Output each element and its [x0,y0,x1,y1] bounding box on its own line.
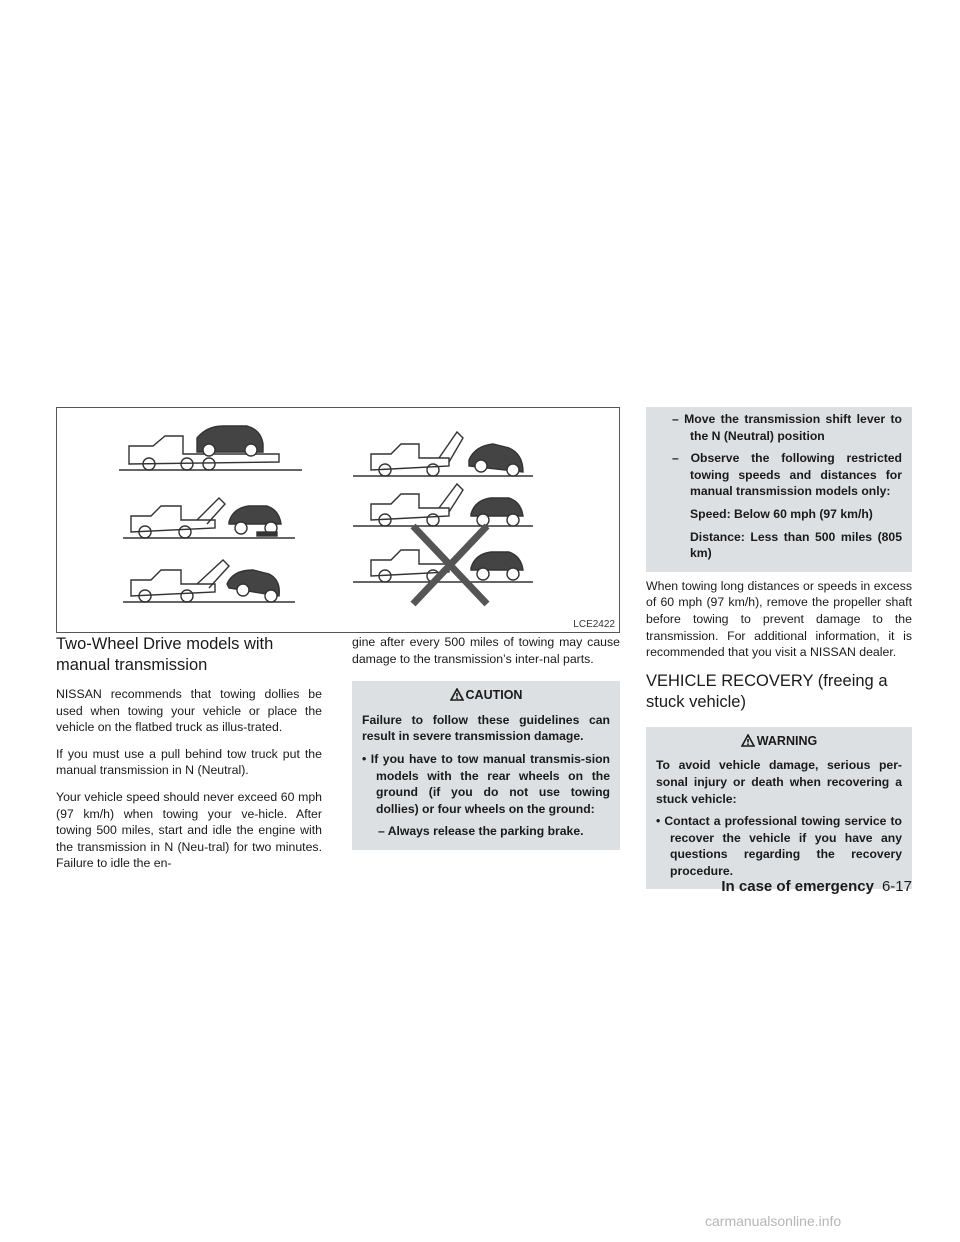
section-heading-vehicle-recovery: VEHICLE RECOVERY (freeing a stuck vehicle) [646,671,888,711]
tow-truck-rear-lift-drawing [353,432,533,476]
middle-column [352,634,620,850]
caution-title: CAUTION [465,688,523,703]
caution-bullet: • If you have to tow manual transmis-sion models with the rear wheels on the ground (if you do not use towing dollies) or four wheels on the ground: [362,751,610,816]
section-heading-two-wheel-drive: Two-Wheel Drive models with manual transmission [56,635,274,674]
caution-speed: Speed: Below 60 mph (97 km/h) [690,506,873,521]
caution-intro: Failure to follow these guidelines can result in severe transmission damage. [362,712,610,744]
caution-dash-parking-brake: – Always release the parking brake. [378,824,584,839]
tow-truck-front-lift-drawing [353,484,533,526]
flatbed-truck-drawing [119,426,302,470]
warning-header [656,733,902,752]
paragraph-continuation: gine after every 500 miles of towing may cause damage to the transmission’s inter-nal parts. [352,635,620,666]
footer-section: In case of emergency [721,878,874,895]
page-footer [721,878,912,895]
prohibited-tow-drawing [353,526,533,604]
caution-dash-neutral: – Move the transmission shift lever to the N (Neutral) position [672,412,902,443]
right-column [646,407,912,889]
wheel-lift-truck-drawing [123,498,295,538]
warning-title: WARNING [756,733,818,748]
warning-intro: To avoid vehicle damage, serious per-sonal injury or death when recovering a stuck vehicle: [656,758,902,806]
warning-bullet: • Contact a professional towing service to recover the vehicle if you have any questions regarding the recovery procedure. [656,814,902,878]
caution-box-continued [646,407,912,572]
caution-box [352,681,620,850]
caution-distance: Distance: Less than 500 miles (805 km) [690,529,902,561]
page-number: 6-17 [881,878,912,895]
tow-dolly-truck-drawing [123,560,295,602]
warning-box [646,727,912,890]
warning-triangle-icon [741,734,755,752]
figure-code: LCE2422 [573,619,615,630]
warning-triangle-icon [450,688,464,706]
towing-diagram [57,408,619,632]
paragraph-2: If you must use a pull behind tow truck put the manual transmission in N (Neutral). [56,746,322,778]
caution-dash-restricted: – Observe the following restricted towing speeds and distances for manual transmission models only: [672,451,902,499]
left-column [56,634,322,882]
paragraph-1: NISSAN recommends that towing dollies be used when towing your vehicle or place the vehicle on the flatbed truck as illus-trated. [56,687,322,735]
watermark[interactable]: carmanualsonline.info [705,1213,842,1229]
towing-illustration [56,407,620,633]
paragraph-3: Your vehicle speed should never exceed 60 mph (97 km/h) when towing your ve-hicle. After towing 500 miles, start and idle the engine with the transmission in N (Neu-tral) for two minutes. Failure to idle the en- [56,789,322,871]
caution-header [362,687,610,706]
paragraph-long-distance: When towing long distances or speeds in excess of 60 mph (97 km/h), remove the propeller shaft before towing to prevent damage to the transmission. For additional information, it is recommended that you visit a NISSAN dealer. [646,578,912,660]
